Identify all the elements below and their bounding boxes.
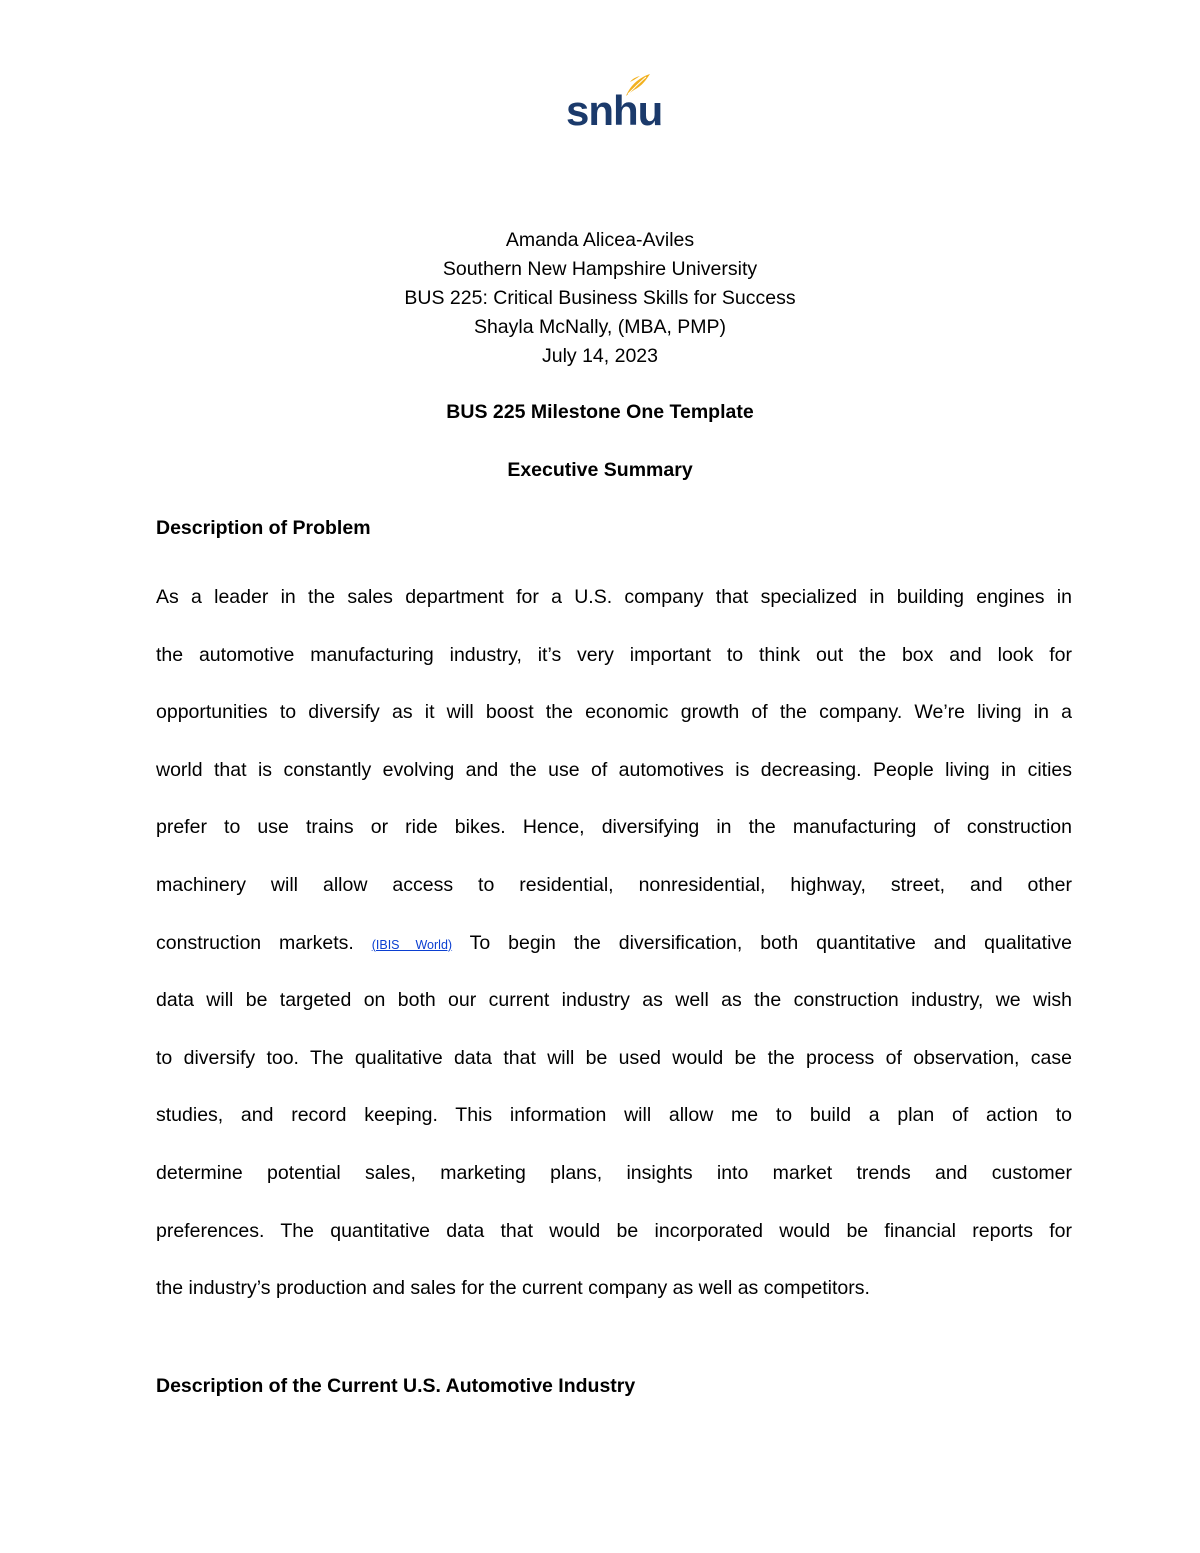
problem-heading: Description of Problem — [156, 517, 371, 539]
course-name: BUS 225: Critical Business Skills for Success — [404, 287, 796, 309]
automotive-industry-heading: Description of the Current U.S. Automotive Industry — [156, 1375, 636, 1397]
title-block — [0, 226, 1200, 371]
paragraph-line: determine potential sales, marketing plans, insights into market trends and customer — [156, 1161, 1072, 1184]
logo-wordmark: snhu — [566, 87, 663, 134]
paragraph-line: studies, and record keeping. This information will allow me to build a plan of action to — [156, 1104, 1072, 1127]
author-name: Amanda Alicea-Aviles — [505, 229, 695, 251]
snhu-logo — [566, 72, 663, 134]
problem-paragraph — [156, 569, 1072, 1318]
paragraph-line: data will be targeted on both our current industry as well as the construction industry, we wish — [156, 989, 1072, 1012]
paragraph-line: preferences. The quantitative data that would be incorporated would be financial reports for — [156, 1219, 1072, 1242]
paragraph-line: the industry’s production and sales for the current company as well as competitors. — [156, 1277, 870, 1300]
paragraph-line-with-citation — [156, 915, 1072, 973]
section-title: Executive Summary — [507, 459, 693, 481]
institution-name: Southern New Hampshire University — [442, 258, 758, 280]
line-text-after-citation: To begin the diversification, both quantitative and qualitative — [452, 931, 1072, 954]
paragraph-line: prefer to use trains or ride bikes. Hence, diversifying in the manufacturing of construction — [156, 816, 1072, 839]
paragraph-line: to diversify too. The qualitative data that will be used would be the process of observation, case — [156, 1046, 1072, 1069]
document-date: July 14, 2023 — [541, 345, 658, 367]
paragraph-line: world that is constantly evolving and the use of automotives is decreasing. People living in cities — [156, 758, 1072, 781]
paragraph-line: opportunities to diversify as it will boost the economic growth of the company. We’re living in a — [156, 701, 1072, 724]
paragraph-line: As a leader in the sales department for a U.S. company that specialized in building engines in — [156, 586, 1072, 608]
citation-link[interactable]: (IBIS World) — [371, 937, 453, 952]
paragraph-line: the automotive manufacturing industry, it’s very important to think out the box and look for — [156, 643, 1072, 666]
instructor-name: Shayla McNally, (MBA, PMP) — [473, 316, 727, 338]
line-text-before-citation: construction markets. — [156, 931, 372, 954]
document-title: BUS 225 Milestone One Template — [446, 401, 754, 423]
paragraph-line: machinery will allow access to residential, nonresidential, highway, street, and other — [156, 873, 1072, 896]
